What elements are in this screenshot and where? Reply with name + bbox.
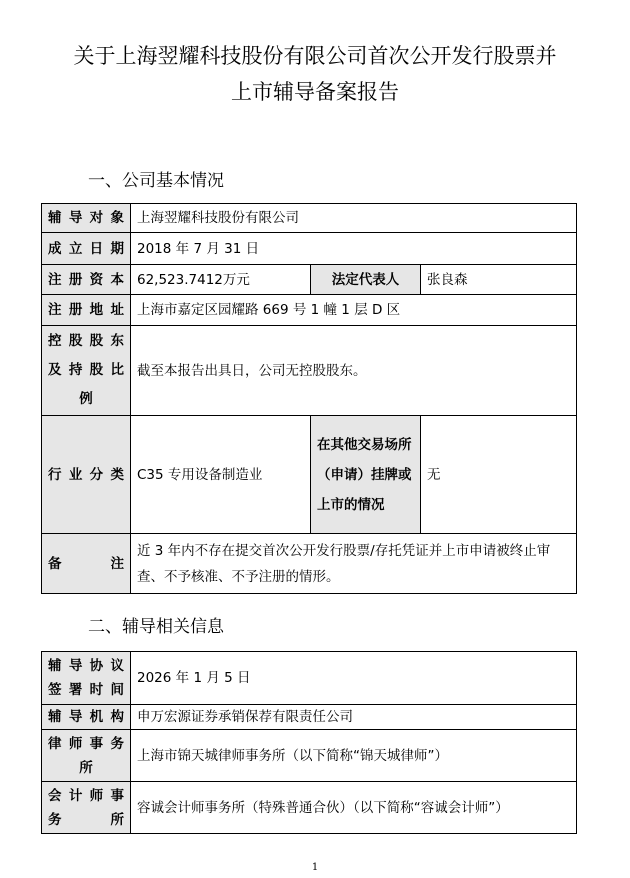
agreement-date-label: [42, 652, 131, 705]
controlling-label-line-1: 控股股东: [48, 333, 124, 349]
title-line-2: 上市辅导备案报告: [231, 80, 399, 104]
controlling-label-line-2: 及持股比: [48, 362, 124, 378]
legal-rep-label: 法定代表人: [311, 265, 421, 295]
agreement-label-line-2: 签署时间: [48, 682, 124, 698]
legal-rep-value: 张良森: [421, 265, 577, 295]
accounting-label-line-2: 务 所: [48, 811, 124, 828]
controlling-label-line-3: 例: [79, 391, 93, 407]
institution-value: 申万宏源证券承销保荐有限责任公司: [131, 705, 577, 730]
table-row: [42, 204, 577, 233]
agreement-label-line-1: 辅导协议: [48, 658, 124, 674]
table-row: [42, 534, 577, 594]
law-firm-label-line-2: 所: [79, 759, 93, 776]
address-value: 上海市嘉定区园耀路 669 号 1 幢 1 层 D 区: [131, 295, 577, 326]
subject-label: 辅导对象: [42, 204, 131, 233]
controlling-shareholder-label: [42, 326, 131, 416]
controlling-shareholder-value: 截至本报告出具日，公司无控股股东。: [131, 326, 577, 416]
subject-value: 上海翌耀科技股份有限公司: [131, 204, 577, 233]
agreement-date-value: 2026 年 1 月 5 日: [131, 652, 577, 705]
table-row: [42, 295, 577, 326]
accounting-firm-label: [42, 782, 131, 834]
founded-label: 成立日期: [42, 233, 131, 265]
law-firm-label-line-1: 律师事务: [48, 735, 124, 752]
page-number: 1: [311, 862, 319, 873]
accounting-label-line-1: 会计师事: [48, 787, 124, 804]
table-row: [42, 730, 577, 782]
title-line-1: 关于上海翌耀科技股份有限公司首次公开发行股票并: [73, 44, 557, 68]
accounting-firm-value: 容诚会计师事务所（特殊普通合伙）（以下简称“容诚会计师”）: [131, 782, 577, 834]
table-row: [42, 265, 577, 295]
table-row: [42, 705, 577, 730]
table-row: [42, 416, 577, 534]
document-title: [0, 38, 630, 110]
capital-value: 62,523.7412万元: [131, 265, 311, 295]
table-row: [42, 233, 577, 265]
law-firm-label: [42, 730, 131, 782]
table-row: [42, 652, 577, 705]
capital-label: 注册资本: [42, 265, 131, 295]
address-label: 注册地址: [42, 295, 131, 326]
other-listing-value: 无: [421, 416, 577, 534]
section-1-heading: 一、公司基本情况: [88, 171, 224, 191]
industry-value: C35 专用设备制造业: [131, 416, 311, 534]
remarks-value: 近 3 年内不存在提交首次公开发行股票/存托凭证并上市申请被终止审查、不予核准、不予注册的情形。: [131, 534, 577, 594]
tutoring-info-table: [41, 651, 577, 834]
law-firm-value: 上海市锦天城律师事务所（以下简称“锦天城律师”）: [131, 730, 577, 782]
industry-label: 行业分类: [42, 416, 131, 534]
founded-value: 2018 年 7 月 31 日: [131, 233, 577, 265]
section-2-heading: 二、辅导相关信息: [88, 617, 224, 637]
table-row: [42, 326, 577, 416]
remarks-label: 备 注: [42, 534, 131, 594]
other-listing-label: 在其他交易场所（申请）挂牌或上市的情况: [311, 416, 421, 534]
company-basic-info-table: [41, 203, 577, 594]
institution-label: 辅导机构: [42, 705, 131, 730]
table-row: [42, 782, 577, 834]
